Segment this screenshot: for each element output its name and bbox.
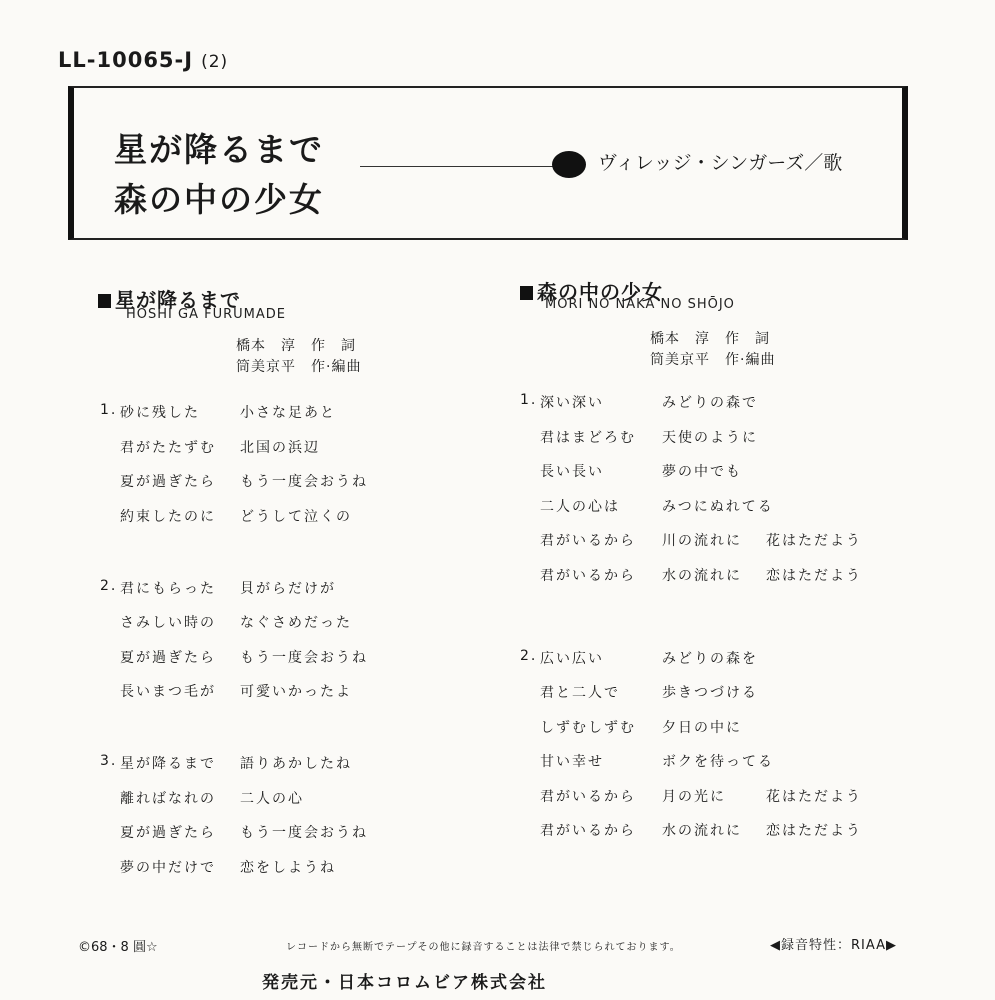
header-title-1: 星が降るまで xyxy=(114,130,324,169)
lyric-phrase: 夏が過ぎたら xyxy=(120,649,216,666)
lyric-phrase: 語りあかしたね xyxy=(240,756,352,772)
verse-number: 2. xyxy=(520,647,538,664)
lyric-phrase: みつにぬれてる xyxy=(662,498,774,515)
lyric-phrase: 小さな足あと xyxy=(240,405,336,421)
song-romaji: HOSHI GA FURUMADE xyxy=(126,307,286,322)
lyric-phrase: 川の流れに xyxy=(662,533,742,549)
lyric-phrase: 可愛いかったよ xyxy=(240,684,352,700)
lyric-phrase: 君がいるから xyxy=(540,567,636,584)
lyric-phrase: 恋はただよう xyxy=(766,823,862,839)
lyric-phrase: 君がいるから xyxy=(540,788,636,805)
lyricist-credit: 橋本 淳 作 詞 xyxy=(650,331,770,347)
square-bullet-icon xyxy=(520,286,533,300)
lyric-phrase: 恋をしようね xyxy=(240,859,336,876)
lyric-phrase: 花はただよう xyxy=(766,533,862,549)
verse-number: 3. xyxy=(100,753,118,769)
lyric-phrase: 花はただよう xyxy=(766,788,862,805)
title-box xyxy=(68,86,908,240)
lyric-phrase: 君がたたずむ xyxy=(120,439,216,456)
lyric-phrase: 天使のように xyxy=(662,429,758,446)
lyric-phrase: 君と二人で xyxy=(540,685,620,701)
header-title-2: 森の中の少女 xyxy=(114,180,324,219)
lyric-phrase: しずむしずむ xyxy=(540,719,636,736)
lyric-phrase: 夏が過ぎたら xyxy=(120,825,216,841)
copyright-mark: ©68・8 圓☆ xyxy=(78,940,158,955)
publisher: 発売元・日本コロムビア株式会社 xyxy=(262,973,547,993)
lyric-phrase: 甘い幸せ xyxy=(540,754,604,770)
lyric-phrase: 君はまどろむ xyxy=(540,429,636,446)
lyric-phrase: もう一度会おうね xyxy=(240,825,368,841)
copyright-notice: レコードから無断でテープその他に録音することは法律で禁じられております。 xyxy=(286,942,681,953)
lyric-phrase: さみしい時の xyxy=(120,615,216,631)
lyric-phrase: 星が降るまで xyxy=(120,756,216,772)
connector-line xyxy=(360,166,560,167)
lyric-phrase: もう一度会おうね xyxy=(240,649,368,666)
lyric-phrase: どうして泣くの xyxy=(240,508,352,525)
lyric-phrase: 夏が過ぎたら xyxy=(120,474,216,490)
bullet-dot-icon xyxy=(552,151,586,178)
lyric-phrase: 夢の中でも xyxy=(662,464,742,480)
lyric-phrase: 貝がらだけが xyxy=(240,580,336,597)
verse-number: 1. xyxy=(100,402,118,418)
composer-credit: 筒美京平 作·編曲 xyxy=(650,352,776,368)
lyric-phrase: 離ればなれの xyxy=(120,790,216,807)
lyric-phrase: ボクを待ってる xyxy=(662,754,774,770)
lyric-phrase: 砂に残した xyxy=(120,405,200,421)
lyric-phrase: 長い長い xyxy=(540,464,604,480)
verse-number: 1. xyxy=(520,392,538,408)
composer-credit: 筒美京平 作·編曲 xyxy=(236,359,362,375)
song-romaji: MORI NO NAKA NO SHŌJO xyxy=(545,297,735,312)
lyric-phrase: もう一度会おうね xyxy=(240,474,368,490)
lyric-phrase: 広い広い xyxy=(540,650,604,667)
lyric-phrase: 君がいるから xyxy=(540,823,636,839)
lyric-phrase: 深い深い xyxy=(540,395,604,411)
lyric-phrase: 北国の浜辺 xyxy=(240,439,320,456)
song-title-text: 星が降るまで xyxy=(115,288,241,312)
catalog-code: LL-10065-J xyxy=(58,48,194,72)
artist-credit: ヴィレッジ・シンガーズ／歌 xyxy=(598,152,843,174)
lyric-phrase: 長いまつ毛が xyxy=(120,684,216,700)
song-title-text: 森の中の少女 xyxy=(537,280,663,304)
side-number: (2) xyxy=(201,52,229,72)
lyric-phrase: 君がいるから xyxy=(540,533,636,549)
verse-number: 2. xyxy=(100,577,118,594)
lyric-phrase: 二人の心 xyxy=(240,790,304,807)
lyric-phrase: 歩きつづける xyxy=(662,685,758,701)
lyric-phrase: 恋はただよう xyxy=(766,567,862,584)
lyric-phrase: 二人の心は xyxy=(540,498,620,515)
lyric-phrase: 水の流れに xyxy=(662,823,742,839)
square-bullet-icon xyxy=(98,294,111,308)
lyric-phrase: みどりの森で xyxy=(662,395,758,411)
lyric-phrase: 月の光に xyxy=(662,788,726,805)
lyric-phrase: 夢の中だけで xyxy=(120,859,216,876)
lyricist-credit: 橋本 淳 作 詞 xyxy=(236,338,356,354)
lyric-phrase: 夕日の中に xyxy=(662,719,742,736)
catalog-number xyxy=(58,48,228,72)
lyric-phrase: 君にもらった xyxy=(120,580,216,597)
lyric-phrase: なぐさめだった xyxy=(240,615,352,631)
riaa-characteristic: ◀録音特性：RIAA▶ xyxy=(770,938,898,953)
lyric-phrase: みどりの森を xyxy=(662,650,758,667)
lyric-phrase: 水の流れに xyxy=(662,567,742,584)
lyric-phrase: 約束したのに xyxy=(120,508,216,525)
